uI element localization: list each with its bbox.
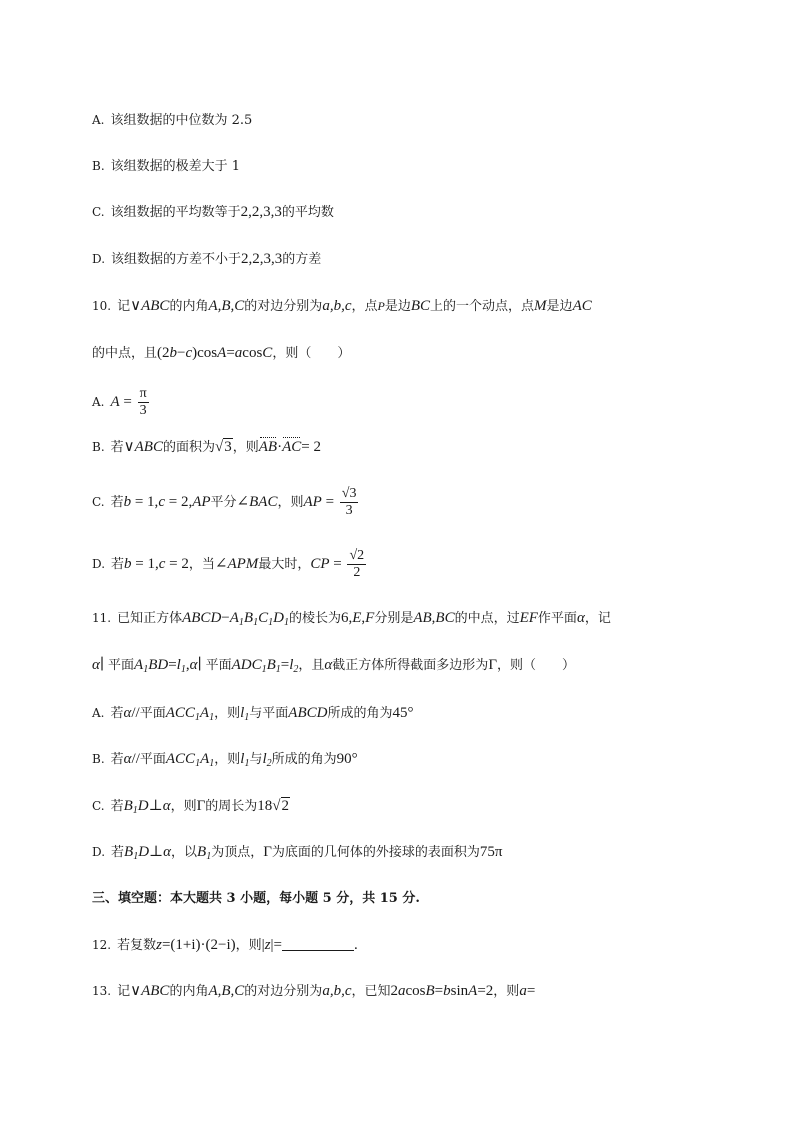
q13-stem: 13. 记∨ABC的内角A,B,C的对边分别为a,b,c，已知2acosB=bsinA=2，则a= [92, 983, 536, 999]
section-title: 三、填空题：本大题共 3 小题，每小题 5 分，共 15 分. [92, 891, 420, 906]
q10-option-a: A. A = $\frac{\pi}{3}$ [92, 386, 147, 418]
q11-stem-line2: α∣ 平面$A_1BD=l_1,\alpha∣$ 平面$ADC_1B_1=l_2$，且α截正方体所得截面多边形为Γ，则（ ） [92, 657, 575, 675]
q10-option-d: D. 若b = 1,c = 2，当∠APM最大时，CP = $\frac{√2}{2}$ [92, 548, 365, 580]
q9-option-a-text: 该组数据的中位数为 2.5 [110, 113, 253, 128]
q10-option-b: B. 若∨ABC的面积为√3，则AB·AC= 2 [92, 439, 321, 455]
q12-answer-blank[interactable] [282, 936, 354, 951]
q11-option-b: B. 若α//平面$ACC_1A_1$，则$l_1$与$l_2$所成的角为90° [92, 751, 358, 769]
q9-option-c: C. 该组数据的平均数等于2,2,3,3的平均数 [92, 204, 334, 220]
q11-option-d: D. 若$B_1D\perp\alpha$，以$B_1$为顶点，Γ为底面的几何体的外接球的表面积为75π [92, 844, 503, 862]
q11-stem-line1: 11. 已知正方体$ABCD-A_1B_1C_1D_1$的棱长为6,E,F分别是AB,BC的中点，过EF作平面α，记 [92, 610, 611, 628]
q9-option-a: A. 该组数据的中位数为 2.5 [92, 113, 253, 128]
q9-option-b: B. 该组数据的极差大于 1 [92, 159, 241, 174]
q9-option-d: D. 该组数据的方差不小于2,2,3,3的方差 [92, 251, 322, 267]
q12-stem: 12. 若复数z=(1+i)·(2−i)，则|z|= . [92, 937, 358, 953]
q10-option-c: C. 若b = 1,c = 2,AP平分∠BAC，则AP = $\frac{√3}{3}$ [92, 486, 357, 518]
q11-option-a: A. 若α//平面$ACC_1A_1$，则$l_1$与平面ABCD所成的角为45° [92, 705, 414, 723]
q9-option-c-set: 2,2,3,3 [240, 204, 282, 220]
q11-option-c: C. 若$B_1D\perp\alpha$，则Γ的周长为18√2 [92, 798, 290, 816]
q9-option-b-text: 该组数据的极差大于 1 [110, 159, 241, 174]
q9-option-d-set: 2,2,3,3 [241, 251, 283, 267]
q10-stem-line1: 10. 记∨ABC的内角A,B,C的对边分别为a,b,c，点P是边BC上的一个动点，点M是边AC [92, 298, 592, 314]
q10-stem-line2: 的中点，且(2b−c)cosA=acosC，则（ ） [92, 345, 351, 361]
